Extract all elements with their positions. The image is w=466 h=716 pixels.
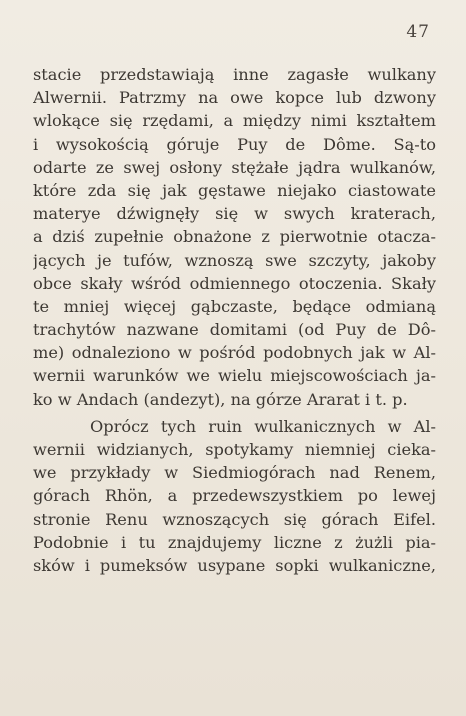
page-body <box>33 63 436 577</box>
text-line: materye dźwignęły się w swych kraterach, <box>33 204 436 224</box>
page-number: 47 <box>406 22 430 42</box>
text-line: a dziś zupełnie obnażone z pierwotnie otacza- <box>33 227 436 247</box>
text-line: Alwernii. Patrzmy na owe kopce lub dzwony <box>33 88 436 108</box>
text-line: me) odnaleziono w pośród podobnych jak w Al- <box>33 343 436 363</box>
text-line: Oprócz tych ruin wulkanicznych w Al- <box>90 416 436 436</box>
text-line: stronie Renu wznoszących się górach Eifel. <box>33 509 436 529</box>
text-line: te mniej więcej gąbczaste, będące odmianą <box>33 296 436 316</box>
text-line: sków i pumeksów usypane sopki wulkaniczne, <box>33 555 436 575</box>
text-line: stacie przedstawiają inne zagasłe wulkany <box>33 65 436 84</box>
text-line: wlokące się rzędami, a między nimi kształtem <box>33 111 436 131</box>
text-line: Podobnie i tu znajdujemy liczne z żużli pia- <box>33 532 436 552</box>
text-line: obce skały wśród odmiennego otoczenia. Skały <box>33 273 436 293</box>
paragraph-2 <box>33 415 436 577</box>
text-line: jących je tufów, wznoszą swe szczyty, jakoby <box>33 250 436 270</box>
text-line: ko w Andach (andezyt), na górze Ararat i t. p. <box>33 389 408 409</box>
text-line: wernii warunków we wielu miejscowościach ja- <box>33 366 436 386</box>
text-line: odarte ze swej osłony stężałe jądra wulkanów, <box>33 157 436 177</box>
text-line: we przykłady w Siedmiogórach nad Renem, <box>33 463 436 483</box>
paragraph-1 <box>33 63 436 411</box>
text-line: które zda się jak gęstawe niejako ciastowate <box>33 180 436 200</box>
text-line: górach Rhön, a przedewszystkiem po lewej <box>33 486 436 506</box>
text-line: wernii widzianych, spotykamy niemniej cieka- <box>33 440 436 459</box>
text-line: trachytów nazwane domitami (od Puy de Dô- <box>33 320 436 340</box>
text-line: i wysokością góruje Puy de Dôme. Są-to <box>33 134 436 154</box>
